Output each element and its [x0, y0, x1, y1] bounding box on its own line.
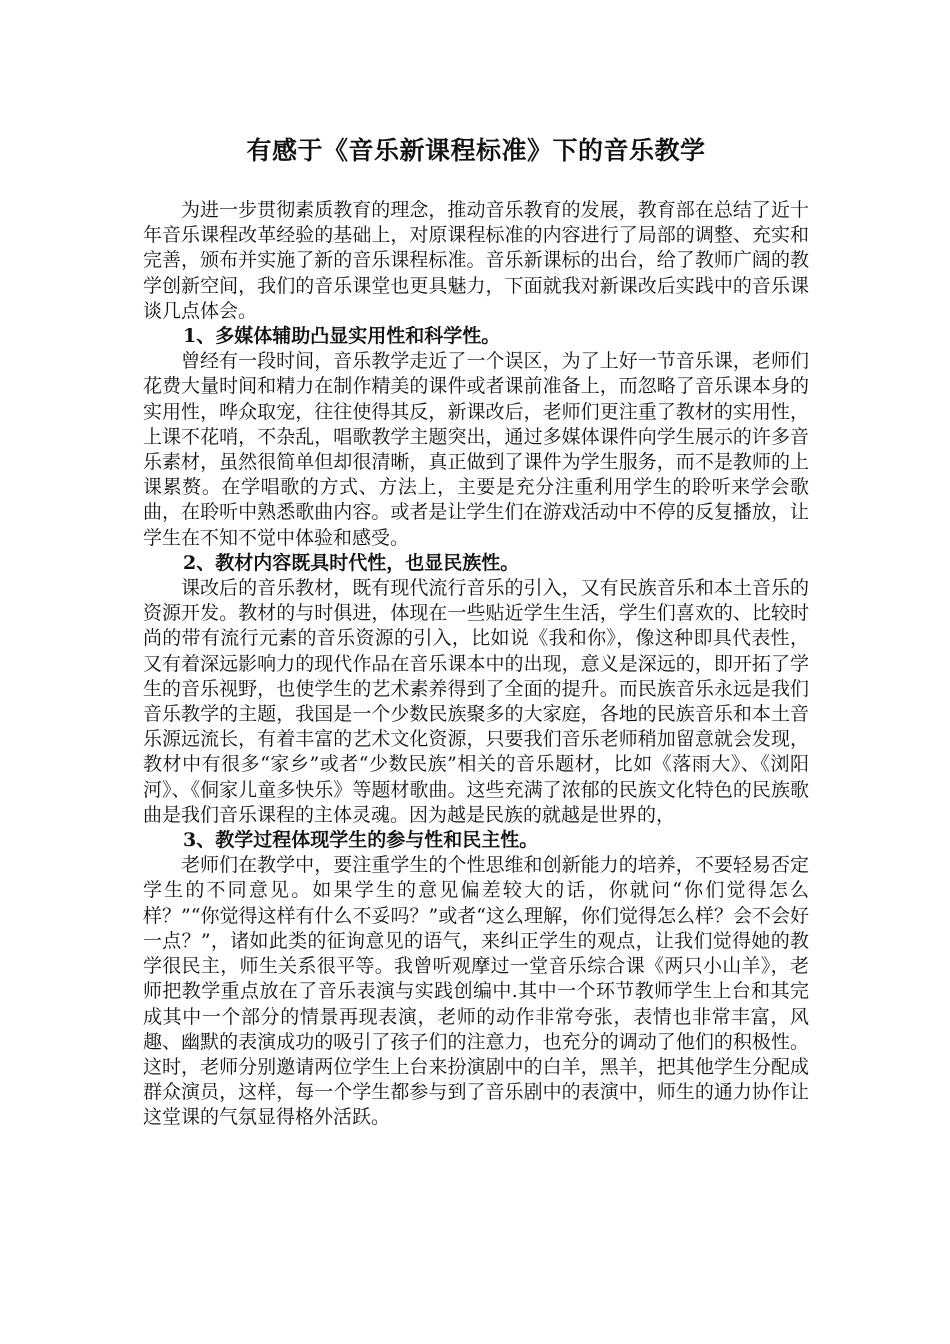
section-paragraph-3: 老师们在教学中，要注重学生的个性思维和创新能力的培养，不要轻易否定学生的不同意见。如果学生的意见偏差较大的话，你就问“你们觉得怎么样？”“你觉得这样有什么不妥吗？”或者“这么理解，你们觉得怎么样？会不会好一点？”，诸如此类的征询意见的语气，来纠正学生的观点，让我们觉得她的教学很民主，师生关系很平等。我曾听观摩过一堂音乐综合课《两只小山羊》，老师把教学重点放在了音乐表演与实践创编中.其中一个环节教师学生上台和其完成其中一个部分的情景再现表演，老师的动作非常夸张，表情也非常丰富，风趣、幽默的表演成功的吸引了孩子们的注意力，也充分的调动了他们的积极性。这时，老师分别邀请两位学生上台来扮演剧中的白羊，黑羊，把其他学生分配成群众演员，这样，每一个学生都参与到了音乐剧中的表演中，师生的通力协作让这堂课的气氛显得格外活跃。 — [143, 854, 809, 1129]
intro-paragraph: 为进一步贯彻素质教育的理念，推动音乐教育的发展，教育部在总结了近十年音乐课程改革经验的基础上，对原课程标准的内容进行了局部的调整、充实和完善，颁布并实施了新的音乐课程标准。音乐新课标的出台，给了教师广阔的教学创新空间，我们的音乐课堂也更具魅力，下面就我对新课改后实践中的音乐课谈几点体会。 — [143, 199, 809, 322]
page-title: 有感于《音乐新课程标准》下的音乐教学 — [246, 136, 706, 165]
section-paragraph-2: 课改后的音乐教材，既有现代流行音乐的引入，又有民族音乐和本土音乐的资源开发。教材的与时俱进，体现在一些贴近学生生活，学生们喜欢的、比较时尚的带有流行元素的音乐资源的引入，比如说《我和你》，像这种即具代表性，又有着深远影响力的现代作品在音乐课本中的出现，意义是深远的，即开拓了学生的音乐视野，也使学生的艺术素养得到了全面的提升。而民族音乐永远是我们音乐教学的主题，我国是一个少数民族聚多的大家庭，各地的民族音乐和本土音乐源远流长，有着丰富的艺术文化资源，只要我们音乐老师稍加留意就会发现，教材中有很多“家乡”或者“少数民族”相关的音乐题材，比如《落雨大》、《浏阳河》、《侗家儿童多快乐》等题材歌曲。这些充满了浓郁的民族文化特色的民族歌曲是我们音乐课程的主体灵魂。因为越是民族的就越是世界的， — [143, 577, 809, 826]
section-heading-2: 2、教材内容既具时代性，也显民族性。 — [183, 551, 520, 574]
section-heading-3: 3、教学过程体现学生的参与性和民主性。 — [183, 829, 539, 852]
document-body — [143, 198, 809, 1131]
section-heading-1: 1、多媒体辅助凸显实用性和科学性。 — [183, 325, 501, 348]
section-paragraph-1: 曾经有一段时间，音乐教学走近了一个误区，为了上好一节音乐课，老师们花费大量时间和精力在制作精美的课件或者课前准备上，而忽略了音乐课本身的实用性，哗众取宠，往往使得其反，新课改后，老师们更注重了教材的实用性，上课不花哨，不杂乱，唱歌教学主题突出，通过多媒体课件向学生展示的许多音乐素材，虽然很简单但却很清晰，真正做到了课件为学生服务，而不是教师的上课累赘。在学唱歌的方式、方法上，主要是充分注重利用学生的聆听来学会歌曲，在聆听中熟悉歌曲内容。或者是让学生们在游戏活动中不停的反复播放，让学生在不知不觉中体验和感受。 — [143, 350, 809, 549]
